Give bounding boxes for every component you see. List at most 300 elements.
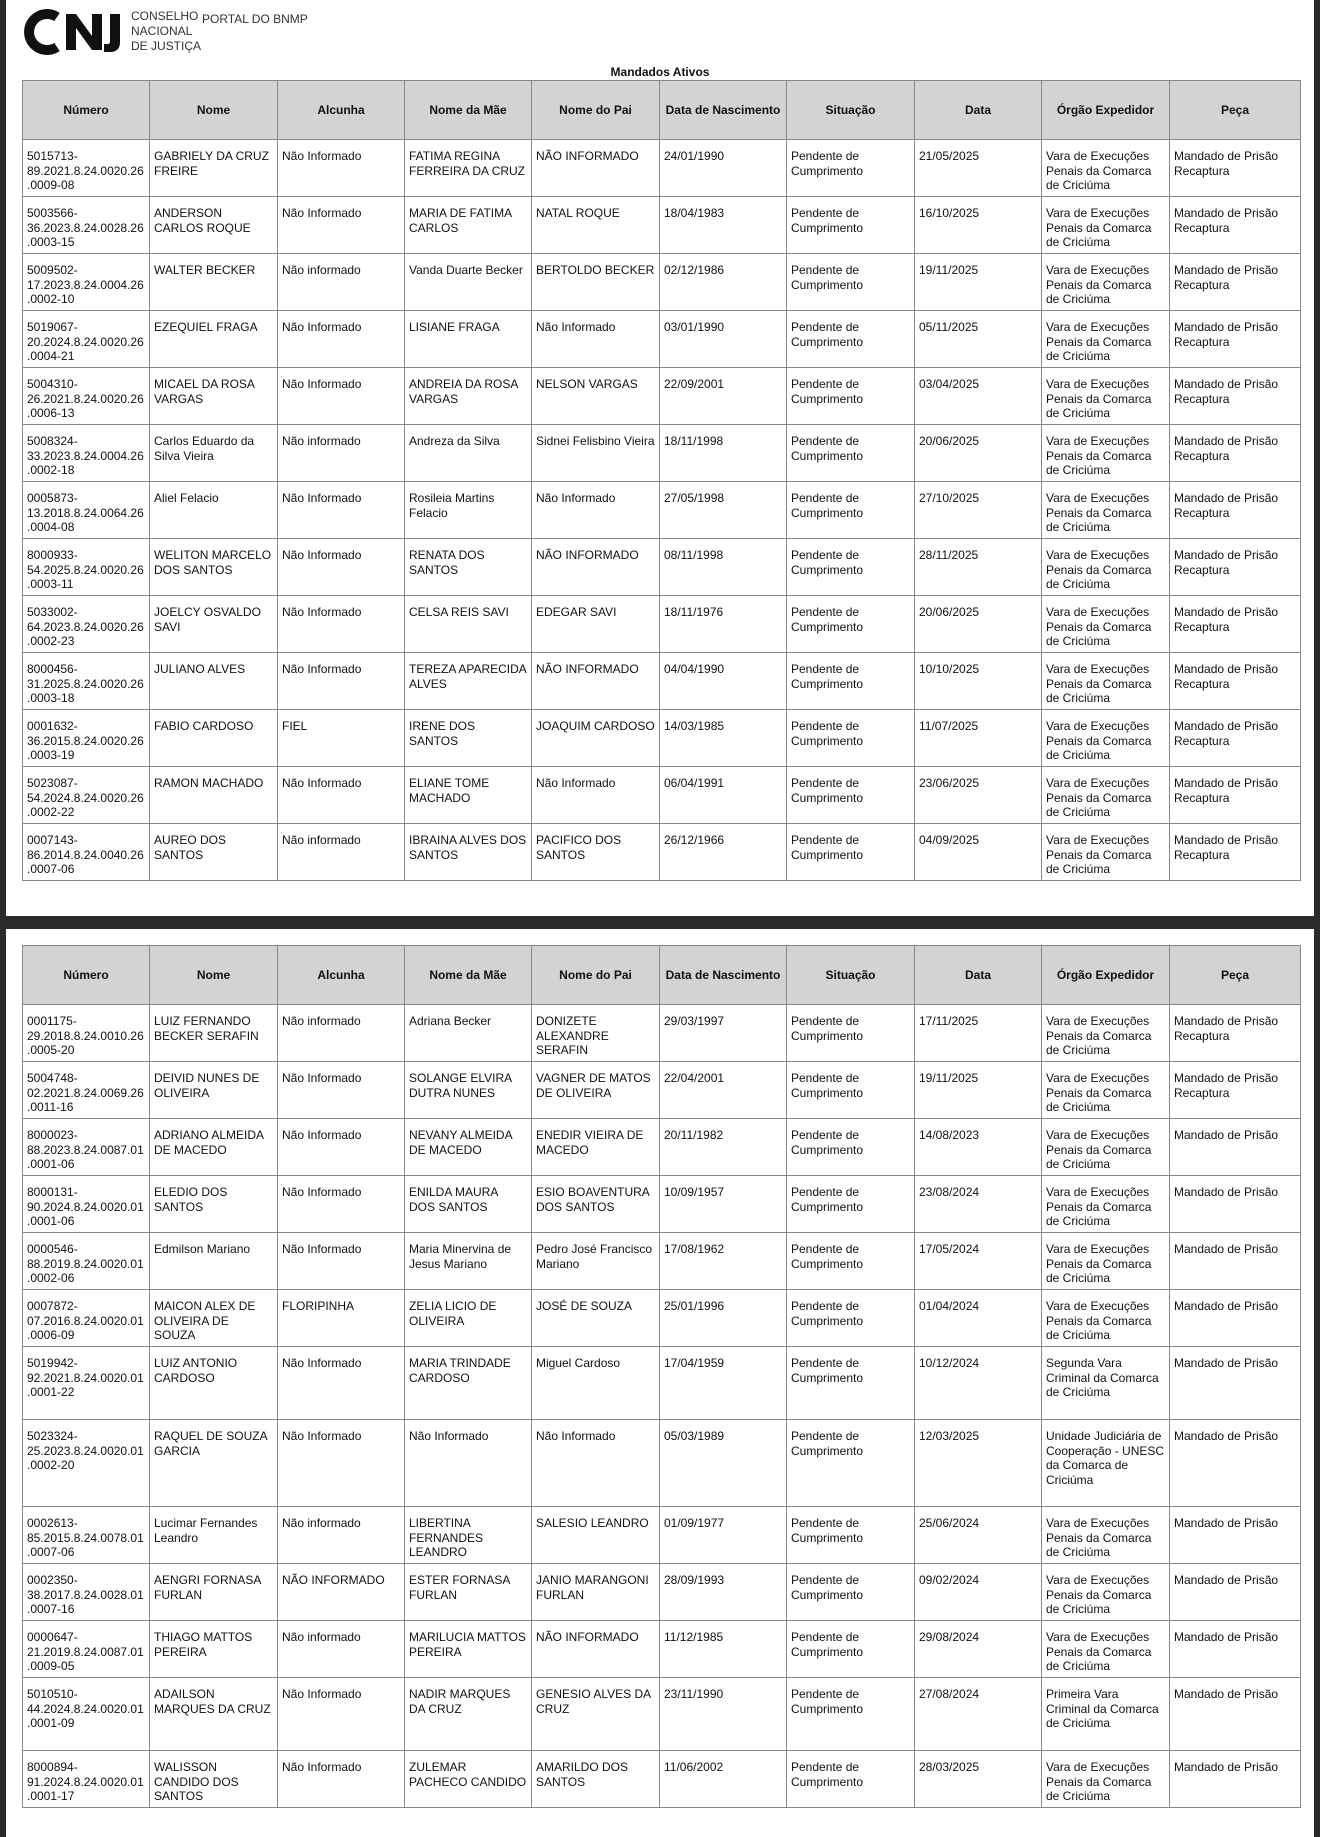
cell-nome-mae: ANDREIA DA ROSA VARGAS	[405, 368, 532, 425]
cell-data-nascimento: 25/01/1996	[660, 1290, 787, 1347]
cell-situacao: Pendente de Cumprimento	[787, 824, 915, 881]
cell-nome-mae: NADIR MARQUES DA CRUZ	[405, 1678, 532, 1751]
cell-situacao: Pendente de Cumprimento	[787, 1062, 915, 1119]
cell-nome-mae: Adriana Becker	[405, 1005, 532, 1062]
col-header-numero: Número	[23, 81, 150, 140]
cell-data: 21/05/2025	[915, 140, 1042, 197]
cell-situacao: Pendente de Cumprimento	[787, 1420, 915, 1507]
cell-nome: ADRIANO ALMEIDA DE MACEDO	[150, 1119, 278, 1176]
cell-numero: 5019067-20.2024.8.24.0020.26.0004-21	[23, 311, 150, 368]
cell-peca: Mandado de Prisão Recaptura	[1170, 254, 1301, 311]
cell-alcunha: Não informado	[278, 425, 405, 482]
col-header-peca: Peça	[1170, 81, 1301, 140]
col-header-data: Data	[915, 946, 1042, 1005]
cell-data-nascimento: 22/09/2001	[660, 368, 787, 425]
cell-nome-pai: NATAL ROQUE	[532, 197, 660, 254]
cell-nome-pai: VAGNER DE MATOS DE OLIVEIRA	[532, 1062, 660, 1119]
cell-nome-pai: NÃO INFORMADO	[532, 1621, 660, 1678]
table-row	[23, 1119, 1301, 1176]
cell-data: 23/08/2024	[915, 1176, 1042, 1233]
cell-peca: Mandado de Prisão	[1170, 1507, 1301, 1564]
table-row	[23, 1507, 1301, 1564]
table-row	[23, 1005, 1301, 1062]
cell-situacao: Pendente de Cumprimento	[787, 710, 915, 767]
cell-situacao: Pendente de Cumprimento	[787, 1678, 915, 1751]
cell-numero: 5010510-44.2024.8.24.0020.01.0001-09	[23, 1678, 150, 1751]
cell-situacao: Pendente de Cumprimento	[787, 1176, 915, 1233]
cell-data-nascimento: 14/03/1985	[660, 710, 787, 767]
cell-data: 19/11/2025	[915, 1062, 1042, 1119]
col-header-orgao-expedidor: Órgão Expedidor	[1042, 81, 1170, 140]
col-header-nome-mae: Nome da Mãe	[405, 81, 532, 140]
cell-nome-pai: Não Informado	[532, 482, 660, 539]
cell-nome: JOELCY OSVALDO SAVI	[150, 596, 278, 653]
cell-peca: Mandado de Prisão Recaptura	[1170, 1062, 1301, 1119]
cell-data-nascimento: 01/09/1977	[660, 1507, 787, 1564]
cell-nome-pai: Pedro José Francisco Mariano	[532, 1233, 660, 1290]
cell-alcunha: FIEL	[278, 710, 405, 767]
cell-nome: AUREO DOS SANTOS	[150, 824, 278, 881]
table-row	[23, 311, 1301, 368]
cell-orgao-expedidor: Vara de Execuções Penais da Comarca de Criciúma	[1042, 767, 1170, 824]
cell-orgao-expedidor: Vara de Execuções Penais da Comarca de Criciúma	[1042, 596, 1170, 653]
cell-numero: 5015713-89.2021.8.24.0020.26.0009-08	[23, 140, 150, 197]
table-row	[23, 1564, 1301, 1621]
cell-orgao-expedidor: Vara de Execuções Penais da Comarca de Criciúma	[1042, 824, 1170, 881]
cell-alcunha: FLORIPINHA	[278, 1290, 405, 1347]
cell-nome: WALISSON CANDIDO DOS SANTOS	[150, 1751, 278, 1808]
cell-data: 11/07/2025	[915, 710, 1042, 767]
cell-alcunha: Não informado	[278, 824, 405, 881]
cell-nome-pai: NÃO INFORMADO	[532, 539, 660, 596]
cell-numero: 5033002-64.2023.8.24.0020.26.0002-23	[23, 596, 150, 653]
cell-nome: MAICON ALEX DE OLIVEIRA DE SOUZA	[150, 1290, 278, 1347]
document-page-1	[6, 0, 1314, 916]
cell-peca: Mandado de Prisão Recaptura	[1170, 368, 1301, 425]
cell-peca: Mandado de Prisão Recaptura	[1170, 425, 1301, 482]
table-row	[23, 1290, 1301, 1347]
cell-orgao-expedidor: Vara de Execuções Penais da Comarca de Criciúma	[1042, 1005, 1170, 1062]
cell-alcunha: Não informado	[278, 1621, 405, 1678]
cell-nome-pai: Não Informado	[532, 767, 660, 824]
cell-situacao: Pendente de Cumprimento	[787, 596, 915, 653]
cell-data-nascimento: 08/11/1998	[660, 539, 787, 596]
col-header-situacao: Situação	[787, 81, 915, 140]
cell-peca: Mandado de Prisão Recaptura	[1170, 197, 1301, 254]
cell-orgao-expedidor: Vara de Execuções Penais da Comarca de Criciúma	[1042, 311, 1170, 368]
cell-peca: Mandado de Prisão	[1170, 1751, 1301, 1808]
cell-situacao: Pendente de Cumprimento	[787, 254, 915, 311]
cell-peca: Mandado de Prisão Recaptura	[1170, 596, 1301, 653]
cell-nome: Carlos Eduardo da Silva Vieira	[150, 425, 278, 482]
cell-nome: ANDERSON CARLOS ROQUE	[150, 197, 278, 254]
table-row	[23, 197, 1301, 254]
col-header-data-nascimento: Data de Nascimento	[660, 946, 787, 1005]
cell-numero: 5023324-25.2023.8.24.0020.01.0002-20	[23, 1420, 150, 1507]
cell-nome: ADAILSON MARQUES DA CRUZ	[150, 1678, 278, 1751]
cell-data-nascimento: 17/08/1962	[660, 1233, 787, 1290]
cell-nome-mae: ZELIA LICIO DE OLIVEIRA	[405, 1290, 532, 1347]
cell-nome: WELITON MARCELO DOS SANTOS	[150, 539, 278, 596]
cell-orgao-expedidor: Primeira Vara Criminal da Comarca de Criciúma	[1042, 1678, 1170, 1751]
portal-name: PORTAL DO BNMP	[202, 12, 308, 26]
cell-data-nascimento: 24/01/1990	[660, 140, 787, 197]
cell-alcunha: Não Informado	[278, 1176, 405, 1233]
col-header-data-nascimento: Data de Nascimento	[660, 81, 787, 140]
cell-data-nascimento: 22/04/2001	[660, 1062, 787, 1119]
table-header-row	[23, 81, 1301, 140]
cell-nome-mae: SOLANGE ELVIRA DUTRA NUNES	[405, 1062, 532, 1119]
table-row	[23, 254, 1301, 311]
cell-situacao: Pendente de Cumprimento	[787, 1564, 915, 1621]
cell-orgao-expedidor: Vara de Execuções Penais da Comarca de Criciúma	[1042, 197, 1170, 254]
cell-data-nascimento: 18/11/1976	[660, 596, 787, 653]
cell-peca: Mandado de Prisão Recaptura	[1170, 140, 1301, 197]
page-title: Mandados Ativos	[610, 65, 710, 79]
cell-nome: DEIVID NUNES DE OLIVEIRA	[150, 1062, 278, 1119]
cell-peca: Mandado de Prisão	[1170, 1347, 1301, 1420]
cell-nome-mae: ESTER FORNASA FURLAN	[405, 1564, 532, 1621]
cell-peca: Mandado de Prisão Recaptura	[1170, 824, 1301, 881]
cell-nome-mae: IBRAINA ALVES DOS SANTOS	[405, 824, 532, 881]
cell-nome-pai: NÃO INFORMADO	[532, 653, 660, 710]
cell-data: 04/09/2025	[915, 824, 1042, 881]
cell-situacao: Pendente de Cumprimento	[787, 197, 915, 254]
cell-nome-mae: Não Informado	[405, 1420, 532, 1507]
cell-nome: THIAGO MATTOS PEREIRA	[150, 1621, 278, 1678]
cell-numero: 0001632-36.2015.8.24.0020.26.0003-19	[23, 710, 150, 767]
cell-numero: 8000456-31.2025.8.24.0020.26.0003-18	[23, 653, 150, 710]
cell-orgao-expedidor: Vara de Execuções Penais da Comarca de Criciúma	[1042, 140, 1170, 197]
cell-nome: GABRIELY DA CRUZ FREIRE	[150, 140, 278, 197]
cell-orgao-expedidor: Vara de Execuções Penais da Comarca de Criciúma	[1042, 482, 1170, 539]
cell-orgao-expedidor: Vara de Execuções Penais da Comarca de Criciúma	[1042, 1564, 1170, 1621]
cell-orgao-expedidor: Vara de Execuções Penais da Comarca de Criciúma	[1042, 1507, 1170, 1564]
cell-data-nascimento: 03/01/1990	[660, 311, 787, 368]
cell-situacao: Pendente de Cumprimento	[787, 1290, 915, 1347]
cell-nome-pai: EDEGAR SAVI	[532, 596, 660, 653]
cell-alcunha: Não Informado	[278, 140, 405, 197]
cell-peca: Mandado de Prisão	[1170, 1290, 1301, 1347]
cell-data-nascimento: 04/04/1990	[660, 653, 787, 710]
col-header-nome-pai: Nome do Pai	[532, 81, 660, 140]
cell-numero: 5023087-54.2024.8.24.0020.26.0002-22	[23, 767, 150, 824]
col-header-peca: Peça	[1170, 946, 1301, 1005]
cell-nome: Lucimar Fernandes Leandro	[150, 1507, 278, 1564]
cell-nome-pai: PACIFICO DOS SANTOS	[532, 824, 660, 881]
cell-nome-mae: ELIANE TOME MACHADO	[405, 767, 532, 824]
cell-orgao-expedidor: Vara de Execuções Penais da Comarca de Criciúma	[1042, 368, 1170, 425]
cell-alcunha: Não Informado	[278, 1347, 405, 1420]
cell-alcunha: Não Informado	[278, 1233, 405, 1290]
cell-data-nascimento: 18/04/1983	[660, 197, 787, 254]
cell-orgao-expedidor: Vara de Execuções Penais da Comarca de Criciúma	[1042, 1119, 1170, 1176]
cell-alcunha: Não Informado	[278, 197, 405, 254]
cell-situacao: Pendente de Cumprimento	[787, 1507, 915, 1564]
cell-orgao-expedidor: Vara de Execuções Penais da Comarca de Criciúma	[1042, 254, 1170, 311]
cell-nome: FABIO CARDOSO	[150, 710, 278, 767]
cell-data: 17/05/2024	[915, 1233, 1042, 1290]
cell-situacao: Pendente de Cumprimento	[787, 653, 915, 710]
cell-numero: 5004310-26.2021.8.24.0020.26.0006-13	[23, 368, 150, 425]
cell-data-nascimento: 06/04/1991	[660, 767, 787, 824]
cell-orgao-expedidor: Vara de Execuções Penais da Comarca de Criciúma	[1042, 539, 1170, 596]
cell-numero: 5019942-92.2021.8.24.0020.01.0001-22	[23, 1347, 150, 1420]
cell-numero: 0002613-85.2015.8.24.0078.01.0007-06	[23, 1507, 150, 1564]
cell-numero: 5009502-17.2023.8.24.0004.26.0002-10	[23, 254, 150, 311]
cell-data: 14/08/2023	[915, 1119, 1042, 1176]
cell-peca: Mandado de Prisão Recaptura	[1170, 1005, 1301, 1062]
cell-nome-mae: TEREZA APARECIDA ALVES	[405, 653, 532, 710]
cell-alcunha: Não Informado	[278, 1119, 405, 1176]
cell-numero: 5004748-02.2021.8.24.0069.26.0011-16	[23, 1062, 150, 1119]
cell-numero: 8000131-90.2024.8.24.0020.01.0001-06	[23, 1176, 150, 1233]
cell-nome: JULIANO ALVES	[150, 653, 278, 710]
cell-data-nascimento: 18/11/1998	[660, 425, 787, 482]
cell-data-nascimento: 05/03/1989	[660, 1420, 787, 1507]
cell-nome-pai: JOAQUIM CARDOSO	[532, 710, 660, 767]
cell-situacao: Pendente de Cumprimento	[787, 425, 915, 482]
cell-data: 10/10/2025	[915, 653, 1042, 710]
cell-situacao: Pendente de Cumprimento	[787, 1347, 915, 1420]
col-header-alcunha: Alcunha	[278, 81, 405, 140]
document-page-2	[6, 929, 1314, 1837]
cell-nome-mae: LIBERTINA FERNANDES LEANDRO	[405, 1507, 532, 1564]
cell-nome: ELEDIO DOS SANTOS	[150, 1176, 278, 1233]
col-header-alcunha: Alcunha	[278, 946, 405, 1005]
cell-alcunha: Não informado	[278, 1507, 405, 1564]
cell-orgao-expedidor: Vara de Execuções Penais da Comarca de Criciúma	[1042, 710, 1170, 767]
table-row	[23, 539, 1301, 596]
cell-orgao-expedidor: Vara de Execuções Penais da Comarca de Criciúma	[1042, 653, 1170, 710]
table-row	[23, 1347, 1301, 1420]
cell-situacao: Pendente de Cumprimento	[787, 368, 915, 425]
cell-data: 23/06/2025	[915, 767, 1042, 824]
cell-alcunha: Não Informado	[278, 539, 405, 596]
col-header-nome: Nome	[150, 81, 278, 140]
table-row	[23, 482, 1301, 539]
table-row	[23, 653, 1301, 710]
cell-orgao-expedidor: Vara de Execuções Penais da Comarca de Criciúma	[1042, 1176, 1170, 1233]
cell-nome-pai: Miguel Cardoso	[532, 1347, 660, 1420]
cell-data: 12/03/2025	[915, 1420, 1042, 1507]
cell-peca: Mandado de Prisão	[1170, 1564, 1301, 1621]
col-header-orgao-expedidor: Órgão Expedidor	[1042, 946, 1170, 1005]
cell-nome-pai: AMARILDO DOS SANTOS	[532, 1751, 660, 1808]
cell-orgao-expedidor: Vara de Execuções Penais da Comarca de Criciúma	[1042, 1233, 1170, 1290]
cell-peca: Mandado de Prisão	[1170, 1119, 1301, 1176]
cell-peca: Mandado de Prisão	[1170, 1621, 1301, 1678]
table-row	[23, 1420, 1301, 1507]
cell-nome-mae: Rosileia Martins Felacio	[405, 482, 532, 539]
cell-nome-mae: Maria Minervina de Jesus Mariano	[405, 1233, 532, 1290]
cell-nome-mae: IRENE DOS SANTOS	[405, 710, 532, 767]
cell-nome-pai: JANIO MARANGONI FURLAN	[532, 1564, 660, 1621]
cell-nome: WALTER BECKER	[150, 254, 278, 311]
cell-nome-mae: FATIMA REGINA FERREIRA DA CRUZ	[405, 140, 532, 197]
table-row	[23, 1751, 1301, 1808]
cell-nome-pai: JOSÉ DE SOUZA	[532, 1290, 660, 1347]
cell-nome: RAQUEL DE SOUZA GARCIA	[150, 1420, 278, 1507]
cell-nome-pai: NELSON VARGAS	[532, 368, 660, 425]
cell-nome: AENGRI FORNASA FURLAN	[150, 1564, 278, 1621]
cell-nome: Aliel Felacio	[150, 482, 278, 539]
cell-numero: 0000647-21.2019.8.24.0087.01.0009-05	[23, 1621, 150, 1678]
cell-alcunha: Não Informado	[278, 482, 405, 539]
cell-orgao-expedidor: Unidade Judiciária de Cooperação - UNESC da Comarca de Criciúma	[1042, 1420, 1170, 1507]
cell-nome: LUIZ FERNANDO BECKER SERAFIN	[150, 1005, 278, 1062]
cell-nome: EZEQUIEL FRAGA	[150, 311, 278, 368]
warrants-table	[22, 945, 1301, 1808]
cell-nome-mae: NEVANY ALMEIDA DE MACEDO	[405, 1119, 532, 1176]
cell-alcunha: Não Informado	[278, 653, 405, 710]
cell-numero: 5008324-33.2023.8.24.0004.26.0002-18	[23, 425, 150, 482]
cell-data-nascimento: 02/12/1986	[660, 254, 787, 311]
col-header-situacao: Situação	[787, 946, 915, 1005]
cell-nome-mae: MARIA DE FATIMA CARLOS	[405, 197, 532, 254]
cell-alcunha: Não Informado	[278, 767, 405, 824]
cell-data: 17/11/2025	[915, 1005, 1042, 1062]
table-row	[23, 368, 1301, 425]
cell-data-nascimento: 26/12/1966	[660, 824, 787, 881]
cell-orgao-expedidor: Vara de Execuções Penais da Comarca de Criciúma	[1042, 1621, 1170, 1678]
cell-nome: LUIZ ANTONIO CARDOSO	[150, 1347, 278, 1420]
cell-nome-pai: NÃO INFORMADO	[532, 140, 660, 197]
cell-alcunha: Não Informado	[278, 1062, 405, 1119]
cell-data-nascimento: 17/04/1959	[660, 1347, 787, 1420]
cell-data-nascimento: 27/05/1998	[660, 482, 787, 539]
cell-nome-pai: SALESIO LEANDRO	[532, 1507, 660, 1564]
col-header-data: Data	[915, 81, 1042, 140]
cell-data: 09/02/2024	[915, 1564, 1042, 1621]
cell-nome-mae: ENILDA MAURA DOS SANTOS	[405, 1176, 532, 1233]
cell-nome-mae: MARILUCIA MATTOS PEREIRA	[405, 1621, 532, 1678]
cell-data: 05/11/2025	[915, 311, 1042, 368]
cell-alcunha: Não Informado	[278, 596, 405, 653]
cell-numero: 8000023-88.2023.8.24.0087.01.0001-06	[23, 1119, 150, 1176]
cell-alcunha: Não informado	[278, 254, 405, 311]
cell-peca: Mandado de Prisão Recaptura	[1170, 710, 1301, 767]
cell-situacao: Pendente de Cumprimento	[787, 1751, 915, 1808]
cell-nome-mae: RENATA DOS SANTOS	[405, 539, 532, 596]
cell-alcunha: NÃO INFORMADO	[278, 1564, 405, 1621]
cell-nome-mae: Andreza da Silva	[405, 425, 532, 482]
cell-nome: Edmilson Mariano	[150, 1233, 278, 1290]
cell-peca: Mandado de Prisão Recaptura	[1170, 767, 1301, 824]
cell-alcunha: Não Informado	[278, 1751, 405, 1808]
cell-peca: Mandado de Prisão Recaptura	[1170, 653, 1301, 710]
cell-alcunha: Não Informado	[278, 311, 405, 368]
cell-data: 29/08/2024	[915, 1621, 1042, 1678]
cell-situacao: Pendente de Cumprimento	[787, 1621, 915, 1678]
cell-data: 27/08/2024	[915, 1678, 1042, 1751]
table-row	[23, 596, 1301, 653]
cell-data: 16/10/2025	[915, 197, 1042, 254]
cell-situacao: Pendente de Cumprimento	[787, 482, 915, 539]
cell-nome-pai: Sidnei Felisbino Vieira	[532, 425, 660, 482]
cell-numero: 0007143-86.2014.8.24.0040.26.0007-06	[23, 824, 150, 881]
table-row	[23, 1678, 1301, 1751]
cell-data: 01/04/2024	[915, 1290, 1042, 1347]
cell-orgao-expedidor: Segunda Vara Criminal da Comarca de Criciúma	[1042, 1347, 1170, 1420]
table-row	[23, 1233, 1301, 1290]
cell-data-nascimento: 11/12/1985	[660, 1621, 787, 1678]
cell-data: 25/06/2024	[915, 1507, 1042, 1564]
cell-orgao-expedidor: Vara de Execuções Penais da Comarca de Criciúma	[1042, 1751, 1170, 1808]
cell-numero: 8000894-91.2024.8.24.0020.01.0001-17	[23, 1751, 150, 1808]
cell-data-nascimento: 11/06/2002	[660, 1751, 787, 1808]
cell-nome-mae: MARIA TRINDADE CARDOSO	[405, 1347, 532, 1420]
cell-situacao: Pendente de Cumprimento	[787, 311, 915, 368]
institution-name: CONSELHO NACIONAL DE JUSTIÇA	[131, 9, 202, 53]
cell-nome-pai: BERTOLDO BECKER	[532, 254, 660, 311]
table-row	[23, 1176, 1301, 1233]
cell-orgao-expedidor: Vara de Execuções Penais da Comarca de Criciúma	[1042, 425, 1170, 482]
cell-data-nascimento: 20/11/1982	[660, 1119, 787, 1176]
cell-alcunha: Não Informado	[278, 1420, 405, 1507]
table-header-row	[23, 946, 1301, 1005]
cell-numero: 8000933-54.2025.8.24.0020.26.0003-11	[23, 539, 150, 596]
cell-nome: RAMON MACHADO	[150, 767, 278, 824]
table-row	[23, 1062, 1301, 1119]
cell-data: 19/11/2025	[915, 254, 1042, 311]
cell-numero: 5003566-36.2023.8.24.0028.26.0003-15	[23, 197, 150, 254]
cell-peca: Mandado de Prisão	[1170, 1233, 1301, 1290]
cell-nome-mae: Vanda Duarte Becker	[405, 254, 532, 311]
cell-data: 03/04/2025	[915, 368, 1042, 425]
cell-situacao: Pendente de Cumprimento	[787, 539, 915, 596]
cell-peca: Mandado de Prisão Recaptura	[1170, 482, 1301, 539]
cell-peca: Mandado de Prisão Recaptura	[1170, 311, 1301, 368]
cell-peca: Mandado de Prisão Recaptura	[1170, 539, 1301, 596]
cell-nome: MICAEL DA ROSA VARGAS	[150, 368, 278, 425]
table-row	[23, 425, 1301, 482]
cell-data: 20/06/2025	[915, 425, 1042, 482]
cell-data-nascimento: 10/09/1957	[660, 1176, 787, 1233]
cell-nome-pai: ESIO BOAVENTURA DOS SANTOS	[532, 1176, 660, 1233]
cell-situacao: Pendente de Cumprimento	[787, 1233, 915, 1290]
cell-peca: Mandado de Prisão	[1170, 1678, 1301, 1751]
cell-nome-pai: DONIZETE ALEXANDRE SERAFIN	[532, 1005, 660, 1062]
cell-data: 28/11/2025	[915, 539, 1042, 596]
cell-nome-mae: LISIANE FRAGA	[405, 311, 532, 368]
cell-data: 28/03/2025	[915, 1751, 1042, 1808]
col-header-nome-pai: Nome do Pai	[532, 946, 660, 1005]
cell-numero: 0000546-88.2019.8.24.0020.01.0002-06	[23, 1233, 150, 1290]
warrants-table	[22, 80, 1301, 881]
cell-nome-mae: ZULEMAR PACHECO CANDIDO	[405, 1751, 532, 1808]
cell-peca: Mandado de Prisão	[1170, 1420, 1301, 1507]
cell-nome-pai: Não Informado	[532, 311, 660, 368]
table-row	[23, 1621, 1301, 1678]
cell-nome-pai: Não Informado	[532, 1420, 660, 1507]
cell-numero: 0007872-07.2016.8.24.0020.01.0006-09	[23, 1290, 150, 1347]
cell-data: 10/12/2024	[915, 1347, 1042, 1420]
cell-nome-pai: ENEDIR VIEIRA DE MACEDO	[532, 1119, 660, 1176]
cell-nome-mae: CELSA REIS SAVI	[405, 596, 532, 653]
table-row	[23, 767, 1301, 824]
cnj-logo-icon	[24, 8, 129, 56]
cell-orgao-expedidor: Vara de Execuções Penais da Comarca de Criciúma	[1042, 1290, 1170, 1347]
cell-peca: Mandado de Prisão	[1170, 1176, 1301, 1233]
col-header-nome: Nome	[150, 946, 278, 1005]
table-row	[23, 824, 1301, 881]
cell-situacao: Pendente de Cumprimento	[787, 140, 915, 197]
col-header-nome-mae: Nome da Mãe	[405, 946, 532, 1005]
cell-situacao: Pendente de Cumprimento	[787, 767, 915, 824]
cell-situacao: Pendente de Cumprimento	[787, 1119, 915, 1176]
cell-alcunha: Não Informado	[278, 368, 405, 425]
